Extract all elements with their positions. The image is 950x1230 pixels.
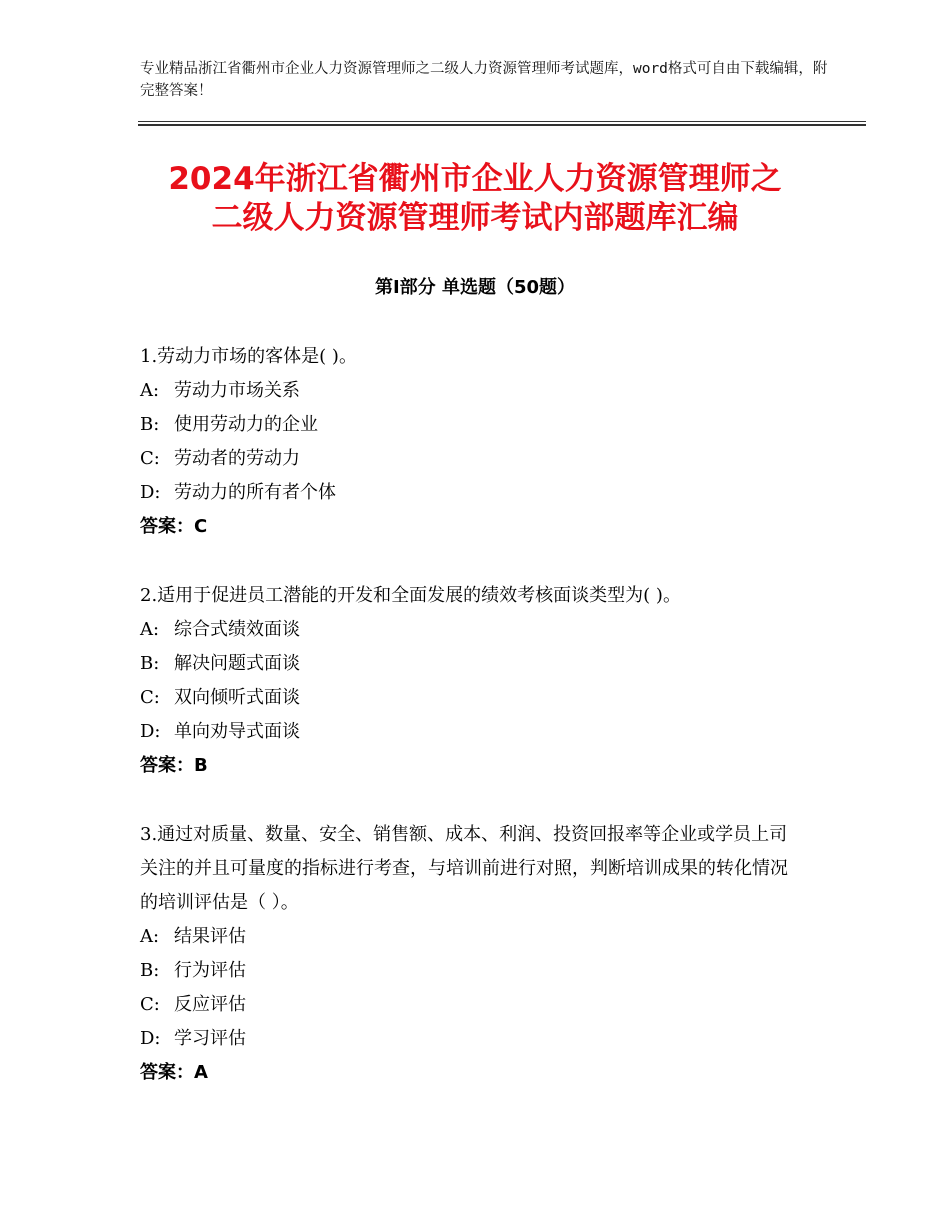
answer: 答案：A [140,1062,208,1083]
question-3 [140,818,800,1090]
option-key: A: [140,619,160,640]
option-key: A: [140,926,160,947]
option-b [140,647,810,681]
question-2 [140,579,810,783]
option-key: D: [140,482,161,503]
option-text: 单向劝导式面谈 [174,721,300,742]
option-key: A: [140,380,160,401]
header-note: 专业精品浙江省衢州市企业人力资源管理师之二级人力资源管理师考试题库，word格式可自由下载编辑，附完整答案！ [140,61,828,99]
option-d [140,715,810,749]
option-a [140,920,800,954]
option-a [140,613,810,647]
header-rule-thin [138,121,866,122]
question-stem: 2.适用于促进员工潜能的开发和全面发展的绩效考核面谈类型为( )。 [140,585,681,606]
document-title [100,160,850,238]
document-title-line-1: 2024年浙江省衢州市企业人力资源管理师之 [168,161,782,197]
option-text: 解决问题式面谈 [174,653,300,674]
option-text: 行为评估 [174,960,246,981]
option-text: 综合式绩效面谈 [174,619,300,640]
answer: 答案：C [140,516,208,537]
option-key: B: [140,653,160,674]
option-b [140,408,810,442]
option-a [140,374,810,408]
option-text: 结果评估 [174,926,246,947]
header-rule-thick [138,124,866,126]
option-text: 劳动力的所有者个体 [174,482,336,503]
option-text: 反应评估 [174,994,246,1015]
option-key: C: [140,994,160,1015]
option-d [140,476,810,510]
option-text: 学习评估 [174,1028,246,1049]
section-heading: 第Ⅰ部分 单选题（50题） [374,277,575,298]
document-title-line-2: 二级人力资源管理师考试内部题库汇编 [211,200,739,236]
option-text: 劳动力市场关系 [174,380,300,401]
option-key: B: [140,960,160,981]
option-text: 使用劳动力的企业 [174,414,318,435]
option-c [140,681,810,715]
question-stem: 1.劳动力市场的客体是( )。 [140,346,357,367]
option-key: D: [140,721,161,742]
option-text: 劳动者的劳动力 [174,448,300,469]
question-1 [140,340,810,544]
question-stem: 3.通过对质量、数量、安全、销售额、成本、利润、投资回报率等企业或学员上司关注的并且可量度的指标进行考查，与培训前进行对照，判断培训成果的转化情况的培训评估是（ ）。 [140,824,788,913]
option-key: C: [140,687,160,708]
option-c [140,442,810,476]
option-key: B: [140,414,160,435]
answer: 答案：B [140,755,208,776]
option-c [140,988,800,1022]
option-key: D: [140,1028,161,1049]
option-d [140,1022,800,1056]
option-key: C: [140,448,160,469]
option-text: 双向倾听式面谈 [174,687,300,708]
option-b [140,954,800,988]
